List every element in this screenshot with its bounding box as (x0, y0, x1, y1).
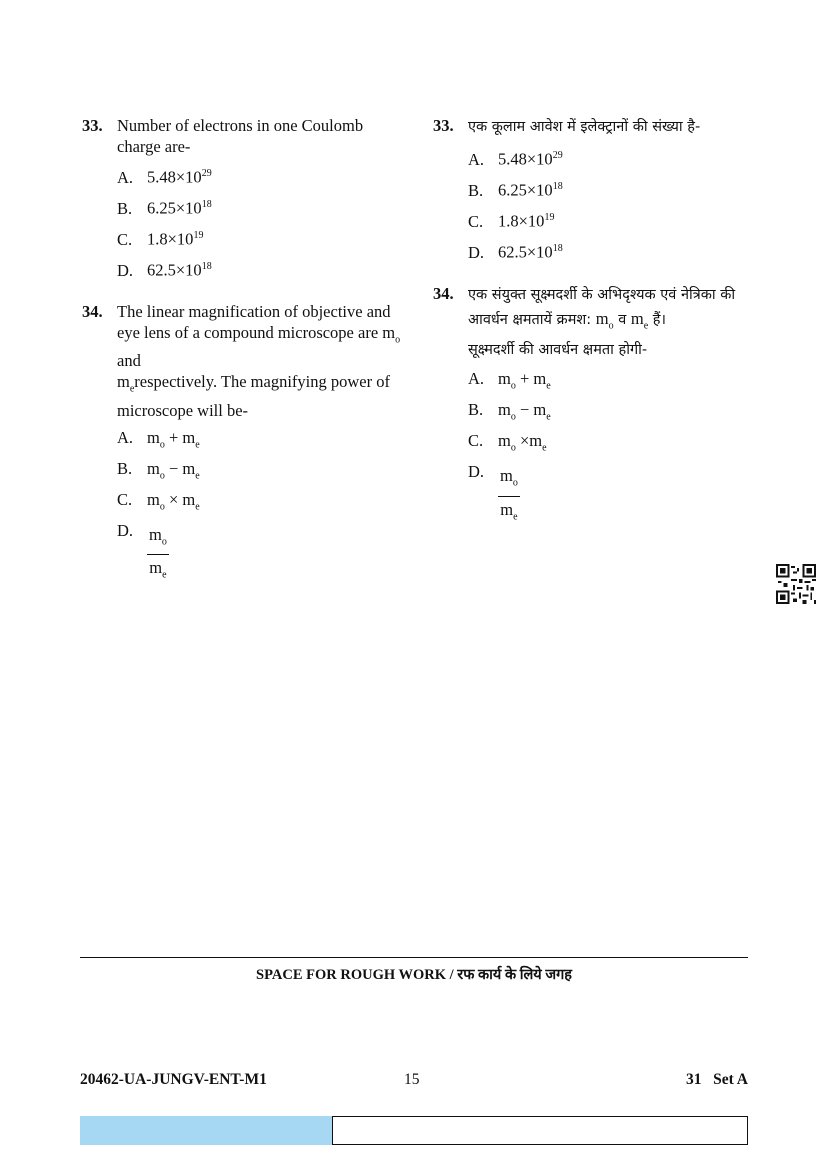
options-33-hi (433, 145, 753, 269)
option-d: D. $\frac{m_o}{m_e}$ (117, 520, 402, 570)
option-a: A. $5.48\times 10^{29}$ (117, 167, 212, 187)
hindi-column (433, 115, 753, 522)
page-number: 15 (404, 1071, 420, 1088)
question-number: 33. (82, 116, 103, 135)
option-c: C. $m_o \times m_e$ (117, 489, 200, 512)
question-number: 33. (433, 116, 454, 135)
question-text: एक कूलाम आवेश में इलेक्ट्रानों की संख्या है- (468, 119, 701, 135)
option-a: A. $5.48\times 10^{29}$ (468, 149, 563, 169)
set-label: 31 Set A (686, 1071, 748, 1088)
option-a: A. $m_o + m_e$ (117, 427, 200, 450)
rough-work-label: SPACE FOR ROUGH WORK / रफ कार्य के लिये जगह (256, 967, 572, 983)
options-34-hi (433, 368, 753, 522)
question-text: The linear magnification of objective and eye lens of a compound microscope are $m_o$ and $m_erespectively$. The magnifying power of microscope will be- (117, 302, 401, 420)
option-d: D. $\frac{m_o}{m_e}$ (468, 461, 753, 511)
option-c: C. $1.8\times 10^{19}$ (117, 229, 204, 249)
question-33-en (82, 115, 402, 157)
english-column (82, 115, 402, 581)
fraction: $\frac{m_o}{m_e}$ (500, 466, 518, 522)
question-text: एक संयुक्त सूक्ष्मदर्शी के अभिदृश्यक एवं नेत्रिका की आवर्धन क्षमतायें क्रमश: $m_o$ व $m_e$ हैं। सूक्ष्मदर्शी की आवर्धन क्षमता होगी- (468, 287, 736, 359)
qr-code-icon (776, 564, 816, 604)
question-34-en (82, 301, 402, 421)
question-33-hi (433, 115, 753, 139)
question-number: 34. (82, 302, 103, 321)
paper-code: 20462-UA-JUNGV-ENT-M1 (80, 1071, 267, 1088)
option-a: A. $m_o + m_e$ (468, 369, 551, 392)
options-33-en (82, 163, 402, 287)
option-c: C. $m_o \times m_e$ (468, 431, 547, 454)
question-text: Number of electrons in one Coulomb charge are- (117, 116, 364, 156)
footer-blue-bar (80, 1116, 332, 1145)
option-b: B. $6.25\times 10^{18}$ (117, 198, 212, 218)
option-b: B. $6.25\times 10^{18}$ (468, 180, 563, 200)
footer-box (332, 1116, 748, 1145)
rough-work-divider (80, 957, 748, 958)
question-34-hi (433, 283, 753, 362)
option-b: B. $m_o - m_e$ (468, 400, 551, 423)
option-d: D. $62.5\times 10^{18}$ (468, 242, 563, 262)
options-34-en (82, 427, 402, 581)
option-d: D. $62.5\times 10^{18}$ (117, 260, 212, 280)
option-c: C. $1.8\times 10^{19}$ (468, 211, 555, 231)
question-number: 34. (433, 284, 454, 303)
fraction: $\frac{m_o}{m_e}$ (149, 524, 167, 581)
option-b: B. $m_o - m_e$ (117, 458, 200, 481)
